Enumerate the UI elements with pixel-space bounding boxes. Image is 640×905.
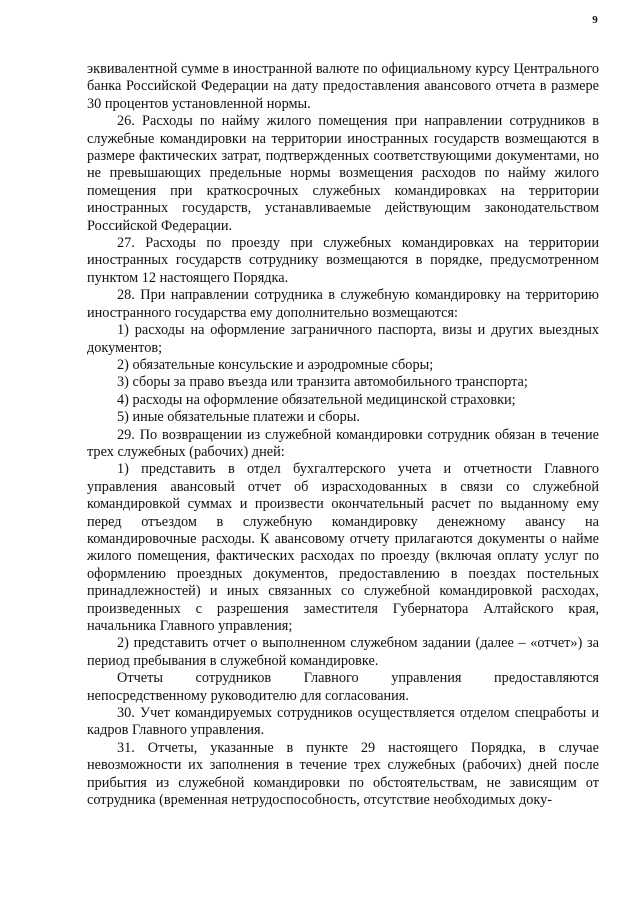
paragraph: 31. Отчеты, указанные в пункте 29 настоящего Порядка, в случае невозможности их заполнения в течение трех служебных (рабочих) дней после прибытия из служебной командировки по обстоятельствам, не зависящим от сотрудника (временная нетрудоспособность, отсутствие необходимых доку- — [87, 739, 599, 809]
paragraph: эквивалентной сумме в иностранной валюте по официальному курсу Центрального банка Российской Федерации на дату предоставления авансового отчета в размере 30 процентов установленной нормы. — [87, 61, 599, 112]
paragraph: 27. Расходы по проезду при служебных командировках на территории иностранных государств сотруднику возмещаются в порядке, предусмотренном пунктом 12 настоящего Порядка. — [87, 235, 599, 286]
paragraph: 2) обязательные консульские и аэродромные сборы; — [117, 356, 434, 373]
paragraph: 28. При направлении сотрудника в служебную командировку на территорию иностранного государства ему дополнительно возмещаются: — [87, 287, 599, 321]
paragraph: 3) сборы за право въезда или транзита автомобильного транспорта; — [117, 374, 528, 391]
paragraph: 26. Расходы по найму жилого помещения при направлении сотрудников в служебные командировки на территории иностранных государств возмещаются в размере фактических затрат, подтвержденных соответствующими документами, но не превышающих предельные нормы возмещения расходов по найму жилого помещения при краткосрочных служебных командировках на территории иностранных государств, устанавливаемые действующим законодательством Российской Федерации. — [87, 113, 599, 234]
paragraph: 2) представить отчет о выполненном служебном задании (далее – «отчет») за период пребывания в служебной командировке. — [87, 635, 599, 669]
page-number: 9 — [592, 14, 598, 26]
paragraph: 5) иные обязательные платежи и сборы. — [117, 409, 360, 426]
paragraph: 1) представить в отдел бухгалтерского учета и отчетности Главного управления авансовый отчет об израсходованных в связи со служебной командировкой суммах и произвести окончательный расчет по выданному ему перед отъездом в служебную командировку денежному авансу на командировочные расходы. К авансовому отчету прилагаются документы о найме жилого помещения, фактических расходах по проезду (включая оплату услуг по оформлению проездных документов, предоставлению в поездах постельных принадлежностей) и иных связанных со служебной командировкой расходах, произведенных с разрешения заместителя Губернатора Алтайского края, начальника Главного управления; — [87, 461, 599, 634]
paragraph: 29. По возвращении из служебной командировки сотрудник обязан в течение трех служебных (рабочих) дней: — [87, 426, 599, 460]
paragraph: 1) расходы на оформление заграничного паспорта, визы и других выездных документов; — [87, 322, 599, 356]
paragraph: Отчеты сотрудников Главного управления предоставляются непосредственному руководителю для согласования. — [87, 670, 599, 704]
paragraph: 30. Учет командируемых сотрудников осуществляется отделом спецработы и кадров Главного управления. — [87, 705, 599, 739]
paragraph: 4) расходы на оформление обязательной медицинской страховки; — [117, 391, 516, 408]
document-body — [87, 61, 599, 809]
